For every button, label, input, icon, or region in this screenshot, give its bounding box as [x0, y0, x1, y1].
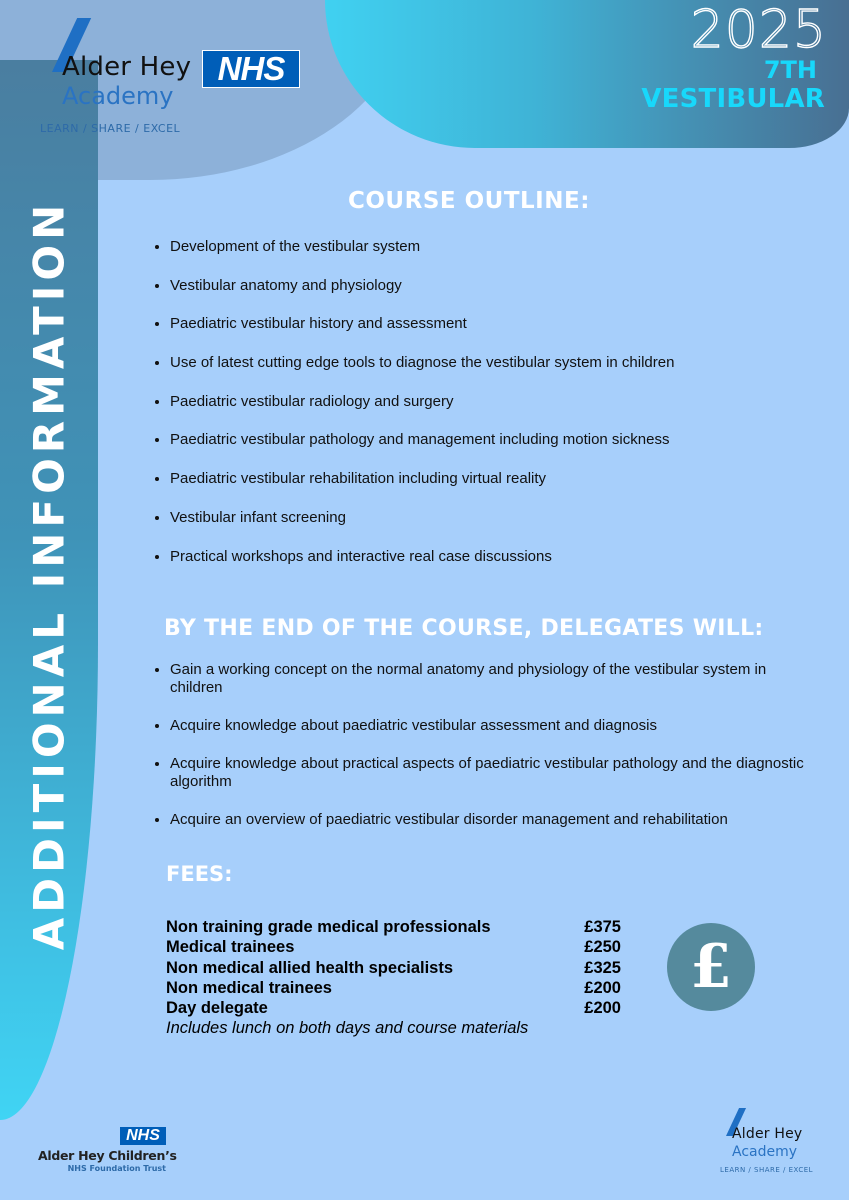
list-item: Paediatric vestibular pathology and management including motion sickness: [152, 431, 792, 449]
nhs-logo-small: NHS: [120, 1127, 166, 1145]
trust-subtitle: NHS Foundation Trust: [67, 1164, 166, 1173]
list-item: Paediatric vestibular rehabilitation including virtual reality: [152, 470, 792, 488]
list-item: Acquire knowledge about practical aspects of paediatric vestibular pathology and the diagnostic algorithm: [152, 755, 812, 791]
list-item: Vestibular anatomy and physiology: [152, 277, 792, 295]
fees-heading: FEES:: [166, 862, 233, 886]
logo-name-line1: Alder Hey: [62, 52, 192, 82]
list-item: Paediatric vestibular radiology and surgery: [152, 393, 792, 411]
list-item: Paediatric vestibular history and assessment: [152, 315, 792, 333]
course-outline-list: [152, 238, 792, 586]
trust-name: Alder Hey Children’s: [38, 1148, 177, 1163]
fee-row: [166, 937, 621, 957]
list-item: Use of latest cutting edge tools to diagnose the vestibular system in children: [152, 354, 792, 372]
list-item: Gain a working concept on the normal anatomy and physiology of the vestibular system in children: [152, 661, 812, 697]
footer-logo-tagline: LEARN / SHARE / EXCEL: [720, 1166, 814, 1174]
list-item: Acquire knowledge about paediatric vestibular assessment and diagnosis: [152, 717, 812, 735]
academy-logo-footer: [718, 1106, 828, 1186]
fee-price: £375: [584, 918, 621, 936]
fee-category: Non medical allied health specialists: [166, 958, 454, 977]
list-item: Practical workshops and interactive real case discussions: [152, 548, 792, 566]
footer-logo-name-line2: Academy: [732, 1144, 798, 1160]
trust-logo: [38, 1127, 177, 1175]
list-item: Acquire an overview of paediatric vestibular disorder management and rehabilitation: [152, 811, 812, 829]
academy-logo: [40, 18, 300, 138]
list-item: Development of the vestibular system: [152, 238, 792, 256]
fee-row: [166, 958, 621, 978]
outcomes-list: [152, 661, 812, 849]
fee-price: £200: [584, 978, 621, 997]
footer-logo-name-line1: Alder Hey: [732, 1126, 803, 1142]
fee-price: £200: [584, 999, 621, 1018]
fees-table: [166, 917, 621, 1038]
pound-sign-icon: £: [667, 923, 755, 1011]
fee-row: [166, 917, 621, 937]
fees-note: Includes lunch on both days and course materials: [166, 1019, 529, 1038]
side-title: ADDITIONAL INFORMATION: [24, 199, 74, 951]
outcomes-heading: BY THE END OF THE COURSE, DELEGATES WILL:: [164, 616, 764, 641]
fee-category: Non medical trainees: [166, 978, 332, 997]
fee-row: [166, 998, 621, 1018]
fee-price: £325: [584, 958, 621, 977]
fee-category: Medical trainees: [166, 938, 295, 957]
logo-tagline: LEARN / SHARE / EXCEL: [40, 122, 181, 135]
course-name: VESTIBULAR: [641, 84, 825, 114]
course-outline-heading: COURSE OUTLINE:: [348, 188, 590, 214]
nhs-logo: NHS: [202, 50, 300, 88]
fee-category: Day delegate: [166, 999, 268, 1018]
side-title-wrap: [24, 180, 74, 970]
fee-category: Non training grade medical professionals: [166, 918, 491, 936]
logo-name-line2: Academy: [62, 82, 174, 110]
year: 2025: [690, 0, 827, 60]
fee-row: [166, 978, 621, 998]
fee-price: £250: [584, 938, 621, 957]
edition: 7TH: [763, 56, 817, 84]
list-item: Vestibular infant screening: [152, 509, 792, 527]
